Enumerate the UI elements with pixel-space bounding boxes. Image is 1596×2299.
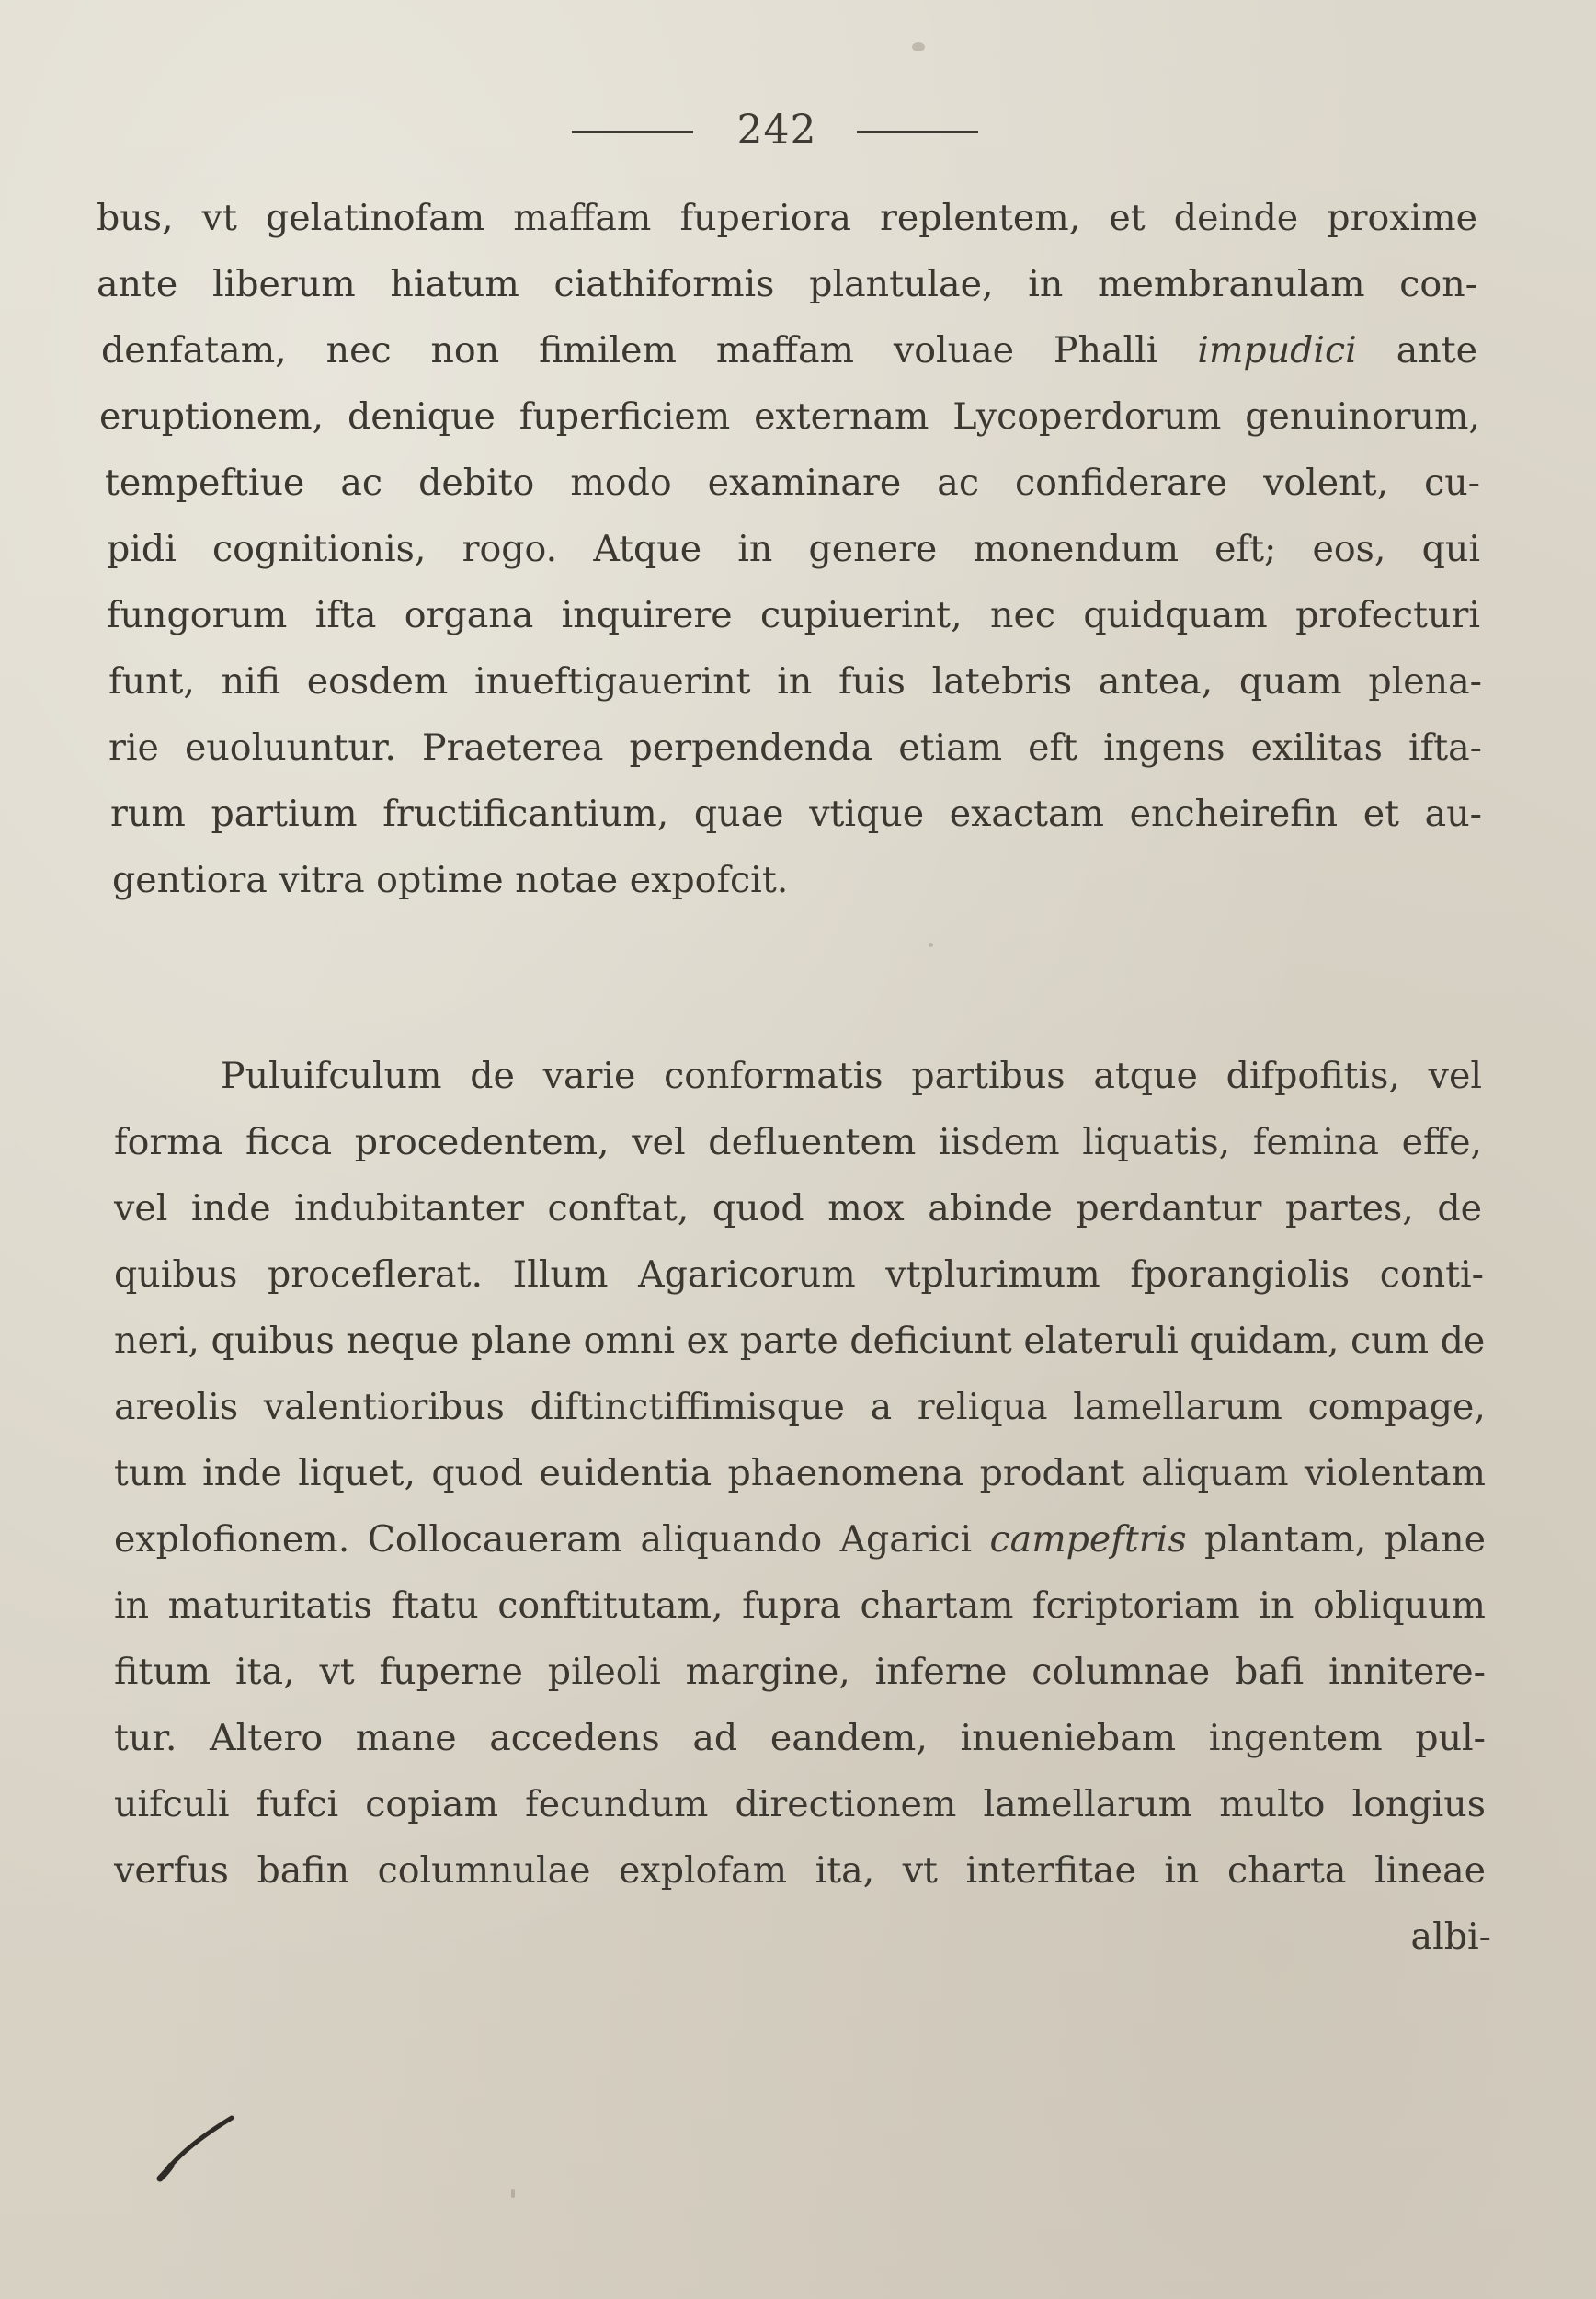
paper-spot: [511, 2189, 515, 2198]
text-line: gentiora vitra optime notae expofcit.: [112, 859, 789, 901]
page-number: 242: [736, 107, 817, 154]
text-line: explofionem. Collocaueram aliquando Agarici campeftris plantam, plane: [114, 1518, 1486, 1561]
text-line: verfus bafin columnulae explofam ita, vt interfitae in charta lineae: [114, 1849, 1486, 1892]
text-line: tempeftiue ac debito modo examinare ac confiderare volent, cu-: [105, 462, 1480, 504]
text-line: rum partium fructificantium, quae vtique exactam encheirefin et au-: [110, 793, 1482, 835]
text-line: vel inde indubitanter conftat, quod mox abinde perdantur partes, de: [114, 1187, 1482, 1230]
text-line: forma ficca procedentem, vel defluentem iisdem liquatis, femina effe,: [114, 1121, 1482, 1163]
paper-spot: [929, 943, 933, 947]
text-line: quibus proceflerat. Illum Agaricorum vtplurimum fporangiolis conti-: [114, 1253, 1484, 1296]
text-line: tum inde liquet, quod euidentia phaenomena prodant aliquam violentam: [114, 1452, 1486, 1494]
text-line: pidi cognitionis, rogo. Atque in genere monendum eft; eos, qui: [107, 528, 1480, 570]
text-line: tur. Altero mane accedens ad eandem, inueniebam ingentem pul-: [114, 1717, 1486, 1759]
pen-stroke-mark: [154, 2110, 237, 2184]
text-line: areolis valentioribus diftinctiffimisque a reliqua lamellarum compage,: [114, 1386, 1486, 1428]
text-line: funt, nifi eosdem inueftigauerint in fuis latebris antea, quam plena-: [108, 660, 1482, 703]
text-line: fungorum ifta organa inquirere cupiuerint, nec quidquam profecturi: [107, 594, 1480, 636]
paper-spot: [912, 42, 925, 51]
text-line: uifculi fufci copiam fecundum directionem lamellarum multo longius: [114, 1783, 1486, 1825]
catchword: albi-: [1410, 1916, 1491, 1958]
text-line: fitum ita, vt fuperne pileoli margine, inferne columnae bafi innitere-: [114, 1651, 1486, 1693]
text-line: bus, vt gelatinofam maffam fuperiora replentem, et deinde proxime: [97, 197, 1477, 239]
text-line: rie euoluuntur. Praeterea perpendenda etiam eft ingens exilitas ifta-: [108, 726, 1482, 769]
text-line: neri, quibus neque plane omni ex parte deficiunt elateruli quidam, cum de: [114, 1320, 1486, 1362]
text-line: in maturitatis ftatu conftitutam, fupra chartam fcriptoriam in obliquum: [114, 1584, 1486, 1627]
text-line: eruptionem, denique fuperficiem externam Lycoperdorum genuinorum,: [99, 395, 1480, 438]
text-line: Puluifculum de varie conformatis partibus atque difpofitis, vel: [221, 1055, 1482, 1097]
text-line: ante liberum hiatum ciathiformis plantulae, in membranulam con-: [97, 263, 1477, 305]
text-line: denfatam, nec non fimilem maffam voluae Phalli impudici ante: [101, 329, 1477, 372]
